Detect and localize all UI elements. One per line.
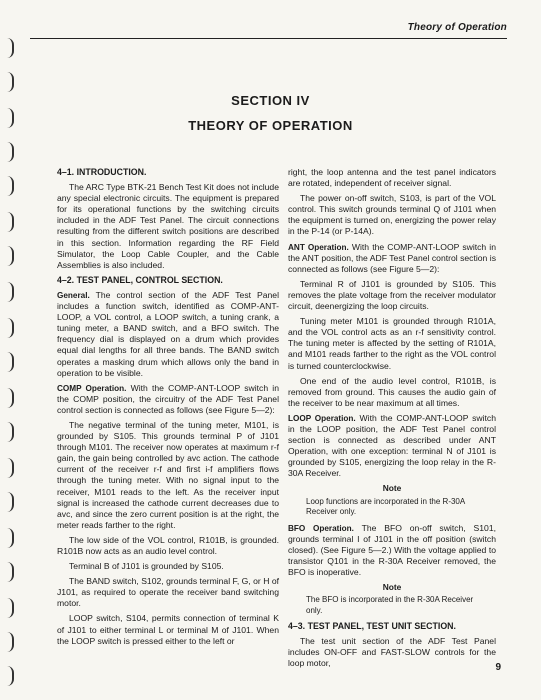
heading-control-section: 4–2. TEST PANEL, CONTROL SECTION. [57, 274, 223, 285]
note-title-loop: Note [382, 483, 402, 494]
heading-test-unit-section: 4–3. TEST PANEL, TEST UNIT SECTION. [288, 621, 456, 632]
right-column [288, 167, 496, 673]
paragraph-bfo-operation [288, 523, 496, 578]
paragraph-continued: right, the loop antenna and the test panel indicators are rotated, independent of receiver signal. [288, 167, 496, 189]
text-ant-operation: With the COMP-ANT-LOOP switch in the ANT position, the ADF Test Panel control section is connected as follows (see Figure 5—2): [288, 241, 496, 274]
runin-general: General. [57, 290, 90, 300]
runin-comp-operation: COMP Operation. [57, 383, 127, 393]
runin-bfo-operation: BFO Operation. [288, 523, 354, 533]
paragraph-loop-switch: LOOP switch, S104, permits connection of terminal K of J101 to either terminal L or terminal M of J101. When the LOOP switch is pressed either to the left or [57, 613, 279, 646]
section-title: THEORY OF OPERATION [188, 118, 353, 133]
paragraph-audio-level: One end of the audio level control, R101B, is removed from ground. This causes the audio gain of the receiver to be near maximum at all times. [288, 375, 496, 408]
paragraph-negative-terminal: The negative terminal of the tuning meter, M101, is grounded by S105. This grounds terminal P of J101 through M101. The receiver now operates at maximum r-f gain, the gain being controlled by avc action. The cathode current of the receiver r-f and first i-f amplifiers flows through the tuning meter. With no signal input to the receiver, M101 reads to the left. As the receiver input signal is increased the cathode current decreases due to avc, and since the zero current position is at the right, the meter reads farther to the right. [57, 419, 279, 530]
section-number: SECTION IV [231, 93, 310, 108]
paragraph-terminal-b: Terminal B of J101 is grounded by S105. [69, 561, 224, 572]
paragraph-band-switch: The BAND switch, S102, grounds terminal F, G, or H of J101, as required to operate the receiver band switching motor. [57, 576, 279, 609]
note-body-bfo: The BFO is incorporated in the R-30A Receiver only. [306, 595, 474, 615]
text-bfo-operation: The BFO on-off switch, S101, grounds terminal I of J101 in the off position (switch closed). (See Figure 5—2.) With the voltage applied to transistor Q101 in the R-30A Receiver removed, the BFO is inoperative. [288, 522, 496, 577]
left-column [57, 167, 279, 651]
paragraph-terminal-r: Terminal R of J101 is grounded by S105. This removes the plate voltage from the receiver modulator circuit, deenergizing the loop circuits. [288, 278, 496, 312]
paragraph-comp-operation [57, 383, 279, 416]
running-head: Theory of Operation [407, 22, 507, 33]
paragraph-general [57, 290, 279, 379]
heading-introduction: 4–1. INTRODUCTION. [57, 167, 147, 177]
paragraph-test-unit: The test unit section of the ADF Test Panel includes ON-OFF and FAST-SLOW controls for the loop motor, [288, 636, 496, 669]
text-comp-operation: With the COMP-ANT-LOOP switch in the COMP position, the circuitry of the ADF Test Panel control section is connected as follows (see Figure 5—2): [57, 382, 279, 415]
paragraph-low-side: The low side of the VOL control, R101B, is grounded. R101B now acts as an audio level control. [57, 534, 279, 556]
paragraph-introduction: The ARC Type BTK-21 Bench Test Kit does not include any special electronic circuits. The equipment is prepared for its operational functions by the switching circuits included in the ADF Test Panel. The circuit connections resulting from the different switch positions are described in this section. Information regarding the RF Field Simulator, the Loop Cable Coupler, and the Cable Assemblies is also included. [57, 182, 279, 270]
runin-ant-operation: ANT Operation. [288, 242, 349, 252]
note-body-loop: Loop functions are incorporated in the R-30A Receiver only. [306, 496, 465, 517]
runin-loop-operation: LOOP Operation. [288, 413, 356, 423]
paragraph-power-switch: The power on-off switch, S103, is part of the VOL control. This switch grounds terminal Q of J101 when the equipment is turned on, energizing the power relay in the P-14 (or P-14A). [288, 193, 496, 237]
paragraph-tuning-meter: Tuning meter M101 is grounded through R101A, and the VOL control acts as an r-f sensitivity control. The tuning meter is affected by the setting of R101A, and M101 reads farther to the right as the VOL control is turned counterclockwise. [288, 316, 496, 371]
note-title-bfo: Note [382, 582, 402, 592]
header-rule [30, 38, 507, 39]
paragraph-ant-operation [288, 242, 496, 275]
page-number: 9 [495, 662, 501, 673]
paragraph-loop-operation [288, 413, 496, 480]
text-general: The control section of the ADF Test Panel includes a function switch, identified as COMP-ANT-LOOP, a VOL control, a LOOP switch, a tuning crank, a tuning meter, a BAND switch, and a BFO switch. The frequency dial is displayed on a drum which provides equal dial lengths for all three bands. The BAND switch operates a masking drum which allows only the band in operation to be visible. [57, 289, 279, 378]
text-loop-operation: With the COMP-ANT-LOOP switch in the LOOP position, the ADF Test Panel control section is connected as described under ANT Operation, with one exception: terminal N of J101 is grounded by S105, energizing the loop relay in the R-30A Receiver. [288, 412, 496, 479]
